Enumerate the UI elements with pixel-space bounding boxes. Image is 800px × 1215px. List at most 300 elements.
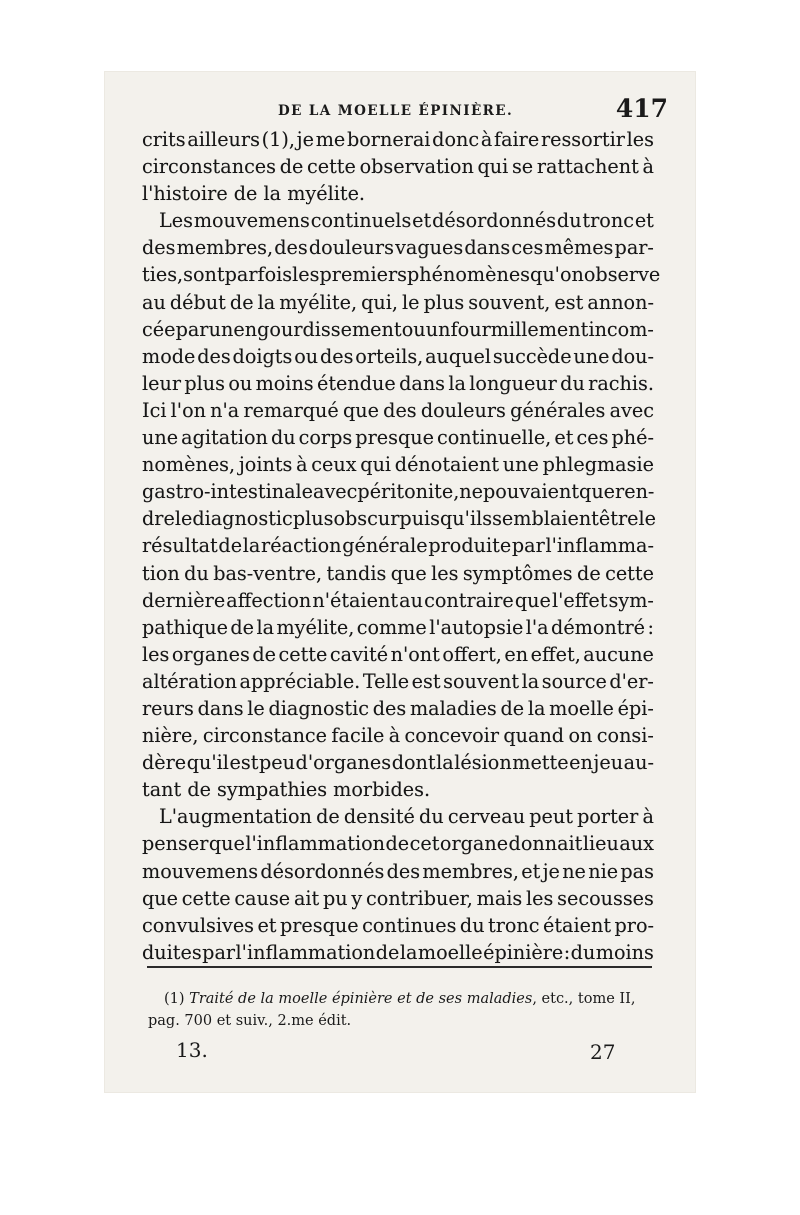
text-line: [142, 316, 654, 343]
word: :: [563, 940, 571, 964]
word: source: [541, 669, 607, 693]
word: à: [480, 128, 493, 151]
word: des: [319, 344, 354, 368]
word: Les: [159, 209, 193, 233]
signature-mark: 13.: [176, 1038, 208, 1062]
word: crits: [142, 128, 186, 151]
word: dernière: [142, 588, 226, 612]
word: premiers: [319, 263, 408, 287]
word: de: [218, 534, 243, 558]
word: des: [372, 696, 407, 720]
word: plus: [423, 290, 465, 314]
word: duites: [142, 940, 202, 964]
word: au: [399, 588, 423, 612]
word: me: [315, 128, 346, 151]
word: moelle: [417, 940, 483, 964]
word: démontré: [551, 615, 646, 639]
word: cavité: [329, 642, 389, 666]
text-line: [142, 126, 654, 153]
word: myélite,: [276, 615, 355, 639]
word: de: [577, 561, 601, 585]
word: ceux: [311, 453, 357, 477]
word: l'on: [170, 398, 206, 422]
word: l'inflammation: [245, 832, 386, 856]
word: générale: [342, 534, 428, 558]
word: dénotaient: [394, 453, 500, 477]
text-line: tant de sympathies morbides.: [142, 778, 431, 802]
word: vagues: [395, 236, 464, 260]
word: la: [242, 534, 261, 558]
text-line: [142, 234, 654, 261]
word: myélite,: [279, 290, 358, 314]
text-line: [142, 560, 654, 587]
text-line: [142, 451, 654, 478]
word: pro-: [614, 913, 654, 937]
word: Ici: [142, 398, 167, 422]
word: L'augmentation: [159, 805, 312, 829]
word: produite: [428, 534, 512, 558]
footnote: [148, 988, 658, 1032]
word: phlegmasie: [542, 453, 654, 477]
word: au-: [623, 751, 654, 775]
word: tandis: [326, 561, 387, 585]
word: contribuer,: [366, 886, 473, 910]
word: en: [504, 642, 529, 666]
word: dans: [464, 236, 511, 260]
word: les: [431, 561, 459, 585]
word: mêmes: [544, 236, 614, 260]
word: diagnostic: [268, 696, 369, 720]
word: de: [252, 642, 276, 666]
word: souvent,: [468, 290, 551, 314]
word: convulsives: [142, 913, 255, 937]
word: phé-: [611, 426, 654, 450]
word: lésion: [454, 751, 512, 775]
text-line: [142, 614, 654, 641]
word: épi-: [617, 696, 654, 720]
word: des: [274, 236, 308, 260]
word: orteils,: [355, 344, 424, 368]
word: la: [257, 290, 276, 314]
word: concevoir: [404, 724, 499, 748]
word: cette: [605, 561, 654, 585]
word: Telle: [362, 669, 410, 693]
word: affection: [226, 588, 312, 612]
word: l'autopsie: [429, 615, 524, 639]
word: observation: [359, 155, 474, 179]
page-number: 417: [615, 94, 668, 123]
word: peu: [258, 751, 295, 775]
word: continuelle,: [436, 426, 552, 450]
gathering-number: 27: [590, 1040, 616, 1064]
word: et: [521, 859, 541, 883]
word: mette: [512, 751, 569, 775]
footnote-line-1: [148, 988, 658, 1010]
word: pu: [323, 886, 348, 910]
word: les: [142, 642, 170, 666]
word: est: [411, 669, 441, 693]
word: porter: [577, 805, 639, 829]
word: l'inflammation: [235, 940, 376, 964]
word: maladies: [409, 696, 497, 720]
word: lieu: [582, 832, 619, 856]
text-line: [142, 912, 654, 939]
word: les: [626, 128, 654, 151]
word: fourmillement: [450, 317, 589, 341]
text-line: [142, 939, 654, 966]
word: à: [642, 805, 654, 829]
word: qui: [360, 453, 392, 477]
word: phénomènes: [407, 263, 531, 287]
word: ou: [401, 317, 426, 341]
word: de: [229, 290, 254, 314]
text-line: [142, 505, 654, 532]
word: de: [500, 696, 525, 720]
word: est: [229, 751, 259, 775]
word: cause: [234, 886, 291, 910]
word: et: [412, 209, 432, 233]
word: cet: [409, 832, 440, 856]
word: appréciable.: [239, 669, 361, 693]
word: continuels: [310, 209, 412, 233]
word: ressortir: [540, 128, 625, 151]
text-line: [142, 370, 654, 397]
footnote-line-2: pag. 700 et suiv., 2.me édit.: [148, 1013, 352, 1029]
word: ou: [228, 371, 253, 395]
word: ait: [293, 886, 320, 910]
word: du: [184, 561, 209, 585]
word: que: [208, 832, 245, 856]
word: la: [399, 940, 418, 964]
word: que: [390, 561, 427, 585]
footnote-after-title: , etc., tome II,: [532, 991, 636, 1007]
word: la: [448, 371, 466, 395]
word: rachis.: [588, 371, 654, 395]
word: à: [296, 453, 308, 477]
word: cette: [181, 886, 231, 910]
word: nomènes,: [142, 453, 236, 477]
word: générales: [510, 398, 606, 422]
text-line: l'histoire de la myélite.: [142, 182, 366, 206]
word: cée: [142, 317, 176, 341]
word: incom-: [588, 317, 654, 341]
footnote-rule: [147, 966, 652, 968]
word: :: [647, 615, 654, 639]
word: une: [142, 426, 179, 450]
word: de: [385, 832, 410, 856]
footnote-title: Traité de la moelle épinière et de ses maladies: [189, 991, 533, 1007]
word: cette: [307, 155, 356, 179]
word: l'a: [525, 615, 549, 639]
word: la: [521, 669, 540, 693]
word: diagnostic: [192, 507, 293, 531]
word: à: [642, 155, 654, 179]
word: par: [175, 317, 209, 341]
word: dre: [142, 507, 175, 531]
word: et: [634, 209, 654, 233]
word: d'organes: [295, 751, 392, 775]
word: plus: [292, 507, 334, 531]
word: engourdissement: [233, 317, 402, 341]
word: altération: [142, 669, 238, 693]
word: comme: [356, 615, 427, 639]
word: symptômes: [462, 561, 573, 585]
word: annon-: [587, 290, 654, 314]
word: circonstances: [142, 155, 277, 179]
text-line: [142, 478, 654, 505]
word: sym-: [608, 588, 654, 612]
word: je: [296, 128, 314, 151]
text-line: [142, 261, 661, 288]
word: de: [375, 940, 400, 964]
word: ren-: [615, 480, 655, 504]
word: péritonite,: [357, 480, 460, 504]
word: cette: [278, 642, 328, 666]
word: résultat: [142, 534, 218, 558]
word: ces: [576, 426, 609, 450]
word: ties,: [142, 263, 184, 287]
word: donc: [432, 128, 480, 151]
word: l'effet: [551, 588, 608, 612]
word: pas: [620, 859, 654, 883]
word: la: [527, 696, 546, 720]
word: être: [598, 507, 639, 531]
word: dont: [391, 751, 436, 775]
word: les: [526, 886, 554, 910]
body-text: [142, 126, 661, 966]
word: du: [459, 913, 485, 937]
text-line: [142, 858, 654, 885]
word: cerveau: [447, 805, 526, 829]
word: est: [554, 290, 584, 314]
word: doigts: [232, 344, 293, 368]
word: contraire: [424, 588, 514, 612]
word: dou-: [611, 344, 654, 368]
word: épinière: [483, 940, 564, 964]
word: membres,: [176, 236, 274, 260]
word: ou: [294, 344, 319, 368]
word: ces: [511, 236, 544, 260]
word: et: [257, 913, 277, 937]
word: du: [560, 371, 585, 395]
word: aux: [619, 832, 654, 856]
word: presque: [279, 913, 359, 937]
word: souvent: [443, 669, 520, 693]
word: gastro-intestinale: [142, 480, 314, 504]
word: mais: [476, 886, 523, 910]
word: qui: [477, 155, 509, 179]
text-line: [142, 830, 654, 857]
word: réaction: [261, 534, 342, 558]
word: tronc: [488, 913, 540, 937]
word: que: [514, 588, 551, 612]
text-line: [142, 343, 654, 370]
word: n'étaient: [312, 588, 399, 612]
text-line: [142, 885, 654, 912]
word: à: [388, 724, 401, 748]
word: du: [419, 805, 444, 829]
word: étaient: [542, 913, 612, 937]
word: des: [386, 859, 421, 883]
word: en: [569, 751, 593, 775]
word: désordonnés: [260, 859, 385, 883]
word: remarqué: [243, 398, 339, 422]
text-line: [142, 532, 654, 559]
word: agitation: [181, 426, 268, 450]
word: reurs: [142, 696, 194, 720]
text-line: [142, 424, 654, 451]
word: tion: [142, 561, 180, 585]
word: leur: [142, 371, 182, 395]
word: effet,: [530, 642, 581, 666]
word: peut: [529, 805, 573, 829]
text-line: [142, 153, 654, 180]
word: des: [142, 236, 176, 260]
word: dans: [197, 696, 244, 720]
word: des: [197, 344, 231, 368]
word: mouvemens: [193, 209, 310, 233]
word: nie: [588, 859, 619, 883]
word: mode: [142, 344, 196, 368]
footnote-marker: (1): [164, 991, 185, 1007]
word: avec: [313, 480, 358, 504]
word: presque: [355, 426, 434, 450]
text-line: [142, 641, 654, 668]
word: du: [556, 209, 582, 233]
word: observe: [583, 263, 661, 287]
word: douleurs: [308, 236, 394, 260]
word: plus: [184, 371, 225, 395]
word: moins: [595, 940, 654, 964]
word: membres,: [422, 859, 519, 883]
word: joints: [238, 453, 293, 477]
word: donnait: [508, 832, 583, 856]
word: le: [247, 696, 265, 720]
word: moins: [255, 371, 314, 395]
word: début: [169, 290, 226, 314]
word: on: [568, 724, 593, 748]
word: une: [573, 344, 610, 368]
text-line: [142, 289, 654, 316]
text-line: [142, 397, 654, 424]
word: nière,: [142, 724, 199, 748]
word: auquel: [425, 344, 492, 368]
word: désordonnés: [432, 209, 557, 233]
text-line: [142, 207, 654, 234]
word: organe: [439, 832, 509, 856]
word: se: [511, 155, 534, 179]
word: des: [383, 398, 417, 422]
word: dère: [142, 751, 187, 775]
word: une: [502, 453, 539, 477]
text-line: [142, 803, 654, 830]
word: aucune: [583, 642, 654, 666]
word: jeu: [593, 751, 624, 775]
word: par: [511, 534, 545, 558]
word: le: [174, 507, 193, 531]
word: étendue: [316, 371, 396, 395]
text-line: [142, 668, 654, 695]
word: un: [425, 317, 451, 341]
word: secousses: [557, 886, 654, 910]
word: corps: [298, 426, 353, 450]
word: qu'on: [530, 263, 584, 287]
word: penser: [142, 832, 209, 856]
word: ne: [459, 480, 484, 504]
running-head: [170, 94, 690, 126]
word: n'a: [210, 398, 240, 422]
word: et: [554, 426, 574, 450]
word: douleurs: [420, 398, 506, 422]
word: du: [570, 940, 596, 964]
word: la: [256, 615, 275, 639]
word: moelle: [549, 696, 614, 720]
word: (1),: [261, 128, 295, 151]
word: par-: [614, 236, 654, 260]
word: l'inflamma-: [545, 534, 654, 558]
word: dans: [399, 371, 446, 395]
word: bornerai: [346, 128, 431, 151]
word: de: [230, 615, 255, 639]
word: qui,: [361, 290, 398, 314]
word: le: [402, 290, 420, 314]
word: n'ont: [390, 642, 440, 666]
word: de: [316, 805, 340, 829]
word: facile: [331, 724, 385, 748]
text-line: [142, 749, 654, 776]
word: succède: [492, 344, 572, 368]
word: sont: [183, 263, 225, 287]
word: offert,: [442, 642, 502, 666]
word: qu'il: [186, 751, 229, 775]
word: par: [202, 940, 236, 964]
word: parfois: [224, 263, 293, 287]
running-title: DE LA MOELLE ÉPINIÈRE.: [278, 103, 514, 119]
word: tronc: [582, 209, 634, 233]
word: puisqu'ils: [399, 507, 493, 531]
word: faire: [494, 128, 540, 151]
word: pouvaient: [483, 480, 580, 504]
word: organes: [171, 642, 250, 666]
word: le: [638, 507, 656, 531]
word: rattachent: [536, 155, 639, 179]
text-line: [142, 587, 654, 614]
word: y: [351, 886, 363, 910]
word: un: [208, 317, 234, 341]
word: bas-ventre,: [213, 561, 323, 585]
word: semblaient: [492, 507, 599, 531]
text-line: [142, 695, 654, 722]
word: mouvemens: [142, 859, 259, 883]
word: ailleurs: [187, 128, 260, 151]
word: que: [579, 480, 616, 504]
word: quand: [503, 724, 565, 748]
word: que: [342, 398, 379, 422]
word: les: [292, 263, 320, 287]
word: ne: [562, 859, 586, 883]
word: densité: [343, 805, 415, 829]
word: que: [142, 886, 178, 910]
word: continues: [362, 913, 457, 937]
word: longueur: [469, 371, 557, 395]
word: consi-: [596, 724, 654, 748]
word: pathique: [142, 615, 228, 639]
word: circonstance: [202, 724, 328, 748]
word: du: [270, 426, 296, 450]
text-line: [142, 722, 654, 749]
word: de: [279, 155, 304, 179]
word: obscur: [333, 507, 400, 531]
